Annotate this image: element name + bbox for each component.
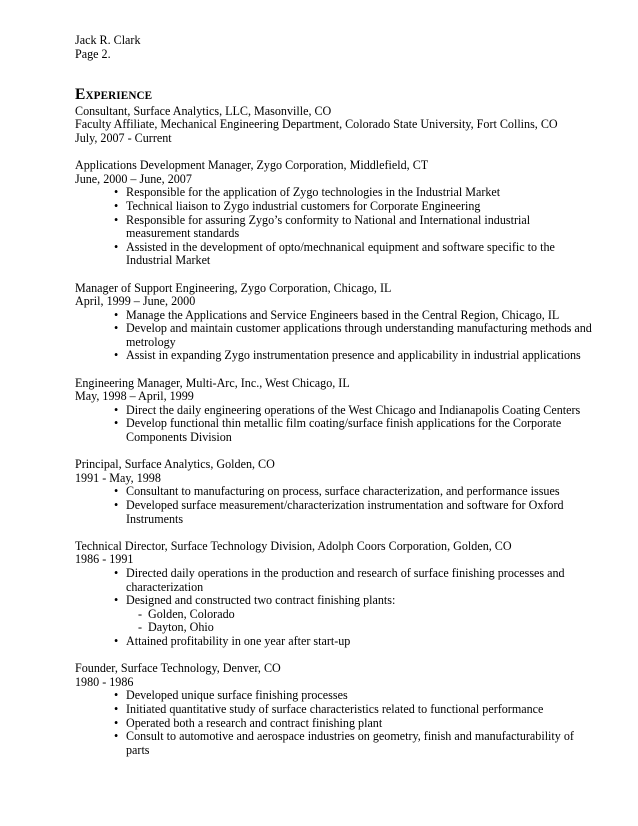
job-title: Faculty Affiliate, Mechanical Engineering Department, Colorado State University, Fort Collins, CO	[75, 117, 558, 132]
bullet-text: Develop and maintain customer applications through understanding manufacturing methods and metrology	[126, 321, 592, 349]
bullet-text: Assisted in the development of opto/mechnanical equipment and software specific to the Industrial Market	[126, 239, 555, 268]
job-dates: 1991 - May, 1998	[75, 470, 161, 485]
bullet-text: Direct the daily engineering operations of the West Chicago and Indianapolis Coating Centers	[126, 402, 581, 417]
bullet-icon: •	[114, 239, 119, 254]
job-block	[75, 377, 595, 445]
list-item	[138, 620, 595, 635]
job-bullet-list	[75, 689, 595, 757]
list-item	[114, 402, 595, 418]
job-block	[75, 282, 595, 364]
bullet-icon: •	[114, 593, 119, 608]
bullet-icon: •	[114, 307, 119, 322]
job-dates: 1986 - 1991	[75, 552, 134, 567]
job-dates: April, 1999 – June, 2000	[75, 294, 196, 309]
job-dates: July, 2007 - Current	[75, 130, 172, 145]
job-title: Technical Director, Surface Technology Division, Adolph Coors Corporation, Golden, CO	[75, 538, 512, 553]
list-item	[114, 593, 595, 635]
bullet-icon: •	[114, 185, 119, 200]
job-bullet-list	[75, 567, 595, 649]
sub-bullet-text: Golden, Colorado	[148, 606, 235, 621]
bullet-icon: •	[114, 565, 119, 580]
sub-bullet-text: Dayton, Ohio	[148, 620, 214, 635]
bullet-icon: •	[114, 212, 119, 227]
list-item	[114, 348, 595, 363]
dash-icon: -	[138, 606, 143, 621]
job-bullet-list	[75, 404, 595, 445]
job-block	[75, 458, 595, 526]
bullet-icon: •	[114, 633, 119, 648]
job-block	[75, 540, 595, 649]
job-title: Founder, Surface Technology, Denver, CO	[75, 661, 281, 676]
resume-page	[75, 34, 595, 771]
job-block	[75, 159, 595, 268]
job-block-current	[75, 105, 595, 146]
list-item	[114, 633, 595, 649]
job-bullet-list	[75, 186, 595, 268]
bullet-text: Operated both a research and contract finishing plant	[126, 715, 383, 730]
job-dates: 1980 - 1986	[75, 674, 134, 689]
section-title-initial: E	[75, 86, 86, 104]
list-item	[114, 715, 595, 731]
bullet-icon: •	[114, 498, 119, 512]
list-item	[114, 307, 595, 323]
author-name: Jack R. Clark	[75, 33, 141, 47]
bullet-text: Responsible for assuring Zygo’s conformity to National and International industrial measurement standards	[126, 212, 531, 241]
bullet-text: Attained profitability in one year after start-up	[126, 633, 351, 648]
list-item	[114, 729, 595, 757]
page-number: Page 2.	[75, 46, 111, 61]
page-header	[75, 34, 595, 61]
bullet-icon: •	[114, 701, 119, 716]
section-title-experience	[75, 88, 595, 104]
bullet-icon: •	[114, 402, 119, 417]
job-title: Applications Development Manager, Zygo Corporation, Middlefield, CT	[75, 158, 429, 173]
list-item	[114, 321, 595, 349]
bullet-icon: •	[114, 321, 119, 336]
list-item	[114, 484, 595, 499]
job-dates: May, 1998 – April, 1999	[75, 389, 194, 404]
list-item	[114, 185, 595, 200]
bullet-text: Responsible for the application of Zygo technologies in the Industrial Market	[126, 185, 501, 200]
list-item	[114, 212, 595, 241]
list-item	[114, 701, 595, 717]
job-title: Manager of Support Engineering, Zygo Corporation, Chicago, IL	[75, 280, 392, 295]
bullet-icon: •	[114, 715, 119, 730]
dash-icon: -	[138, 620, 143, 635]
bullet-text: Designed and constructed two contract finishing plants:	[126, 593, 396, 608]
job-title: Engineering Manager, Multi-Arc, Inc., West Chicago, IL	[75, 375, 350, 390]
job-dates: June, 2000 – June, 2007	[75, 171, 192, 186]
bullet-icon: •	[114, 348, 119, 363]
bullet-text: Consultant to manufacturing on process, surface characterization, and performance issues	[126, 484, 560, 499]
bullet-icon: •	[114, 198, 119, 213]
list-item	[114, 498, 595, 526]
bullet-text: Directed daily operations in the production and research of surface finishing processes and characterization	[126, 565, 565, 594]
job-bullet-list	[75, 485, 595, 526]
job-bullet-list	[75, 309, 595, 363]
bullet-icon: •	[114, 688, 119, 703]
bullet-icon: •	[114, 416, 119, 431]
bullet-text: Technical liaison to Zygo industrial customers for Corporate Engineering	[126, 198, 481, 213]
list-item	[114, 688, 595, 703]
list-item	[114, 198, 595, 214]
list-item	[114, 239, 595, 268]
bullet-text: Initiated quantitative study of surface characteristics related to functional performance	[126, 701, 544, 716]
list-item	[114, 565, 595, 594]
bullet-icon: •	[114, 729, 119, 744]
bullet-text: Develop functional thin metallic film coating/surface finish applications for the Corporate Components Division	[126, 416, 562, 445]
bullet-icon: •	[114, 484, 119, 499]
section-title-rest: XPERIENCE	[85, 90, 153, 103]
bullet-text: Developed unique surface finishing processes	[126, 688, 348, 703]
list-item	[114, 416, 595, 445]
bullet-text: Manage the Applications and Service Engineers based in the Central Region, Chicago, IL	[126, 307, 560, 322]
job-block	[75, 662, 595, 757]
job-title: Consultant, Surface Analytics, LLC, Masonville, CO	[75, 103, 332, 118]
job-title: Principal, Surface Analytics, Golden, CO	[75, 457, 275, 472]
sub-bullet-list	[126, 608, 595, 635]
bullet-text: Developed surface measurement/characterization instrumentation and software for Oxford Instruments	[126, 498, 564, 526]
bullet-text: Consult to automotive and aerospace industries on geometry, finish and manufacturability of parts	[126, 729, 574, 757]
list-item	[138, 606, 595, 622]
bullet-text: Assist in expanding Zygo instrumentation presence and applicability in industrial applications	[126, 348, 581, 363]
